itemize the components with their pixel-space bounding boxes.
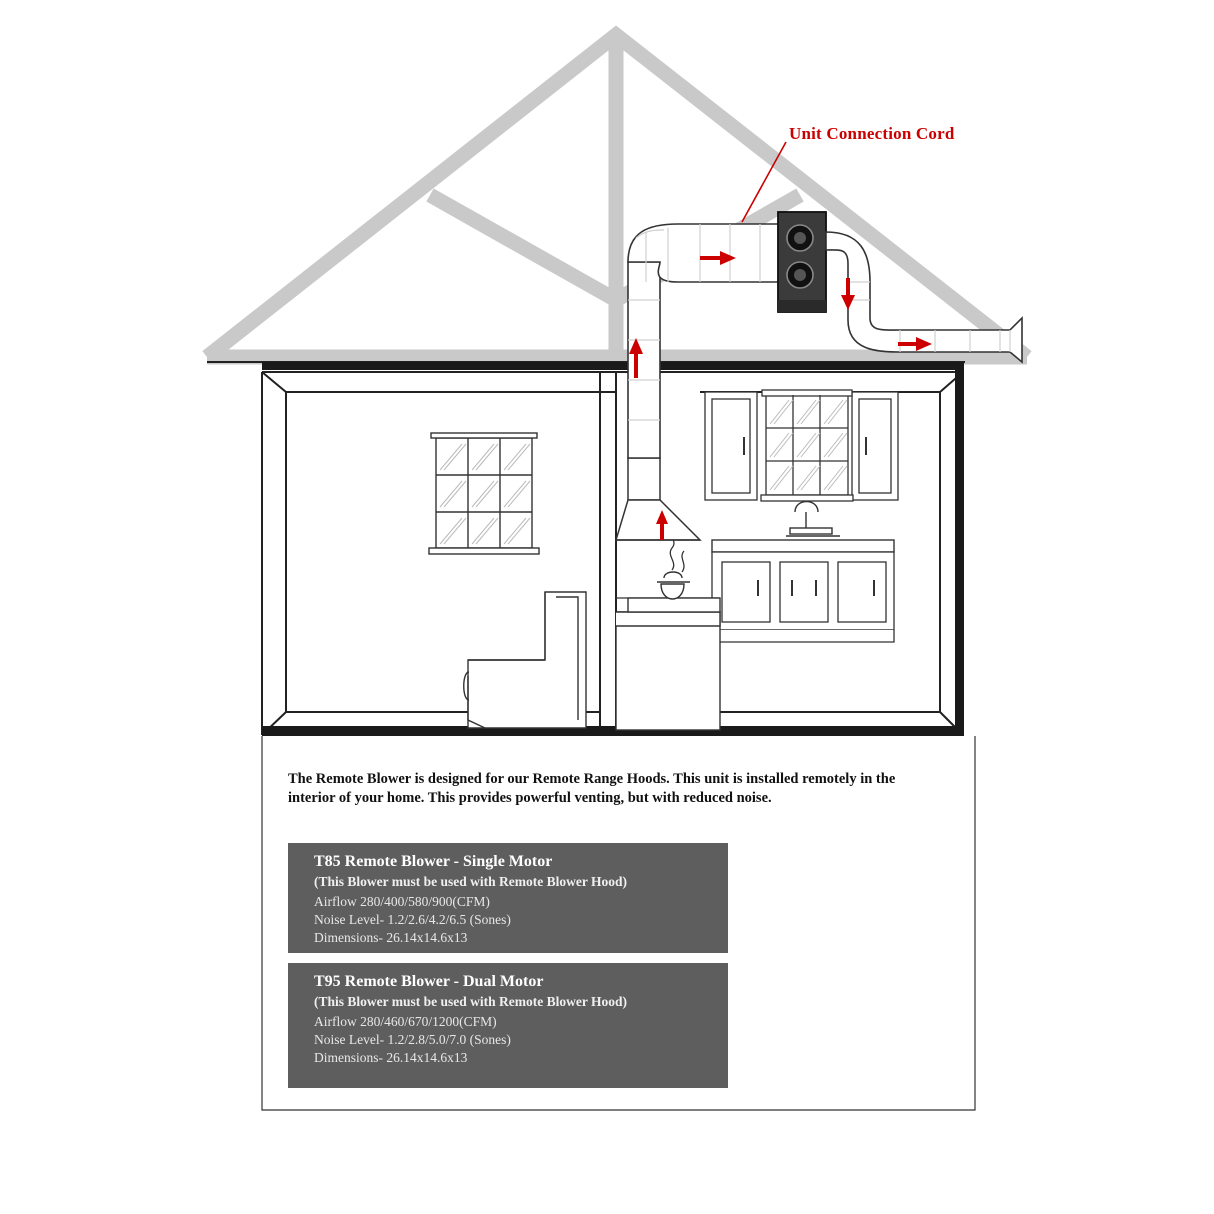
spec-card-t85 [288,843,728,953]
spec-noise: Noise Level- 1.2/2.8/5.0/7.0 (Sones) [314,1032,511,1047]
spec-dimensions: Dimensions- 26.14x14.6x13 [314,1050,468,1065]
kitchen-window [761,390,853,501]
spec-subtitle: (This Blower must be used with Remote Blower Hood) [314,874,627,889]
kitchen-lower-cabinets [712,552,894,642]
spec-dimensions: Dimensions- 26.14x14.6x13 [314,930,468,945]
description-text: The Remote Blower is designed for our Remote Range Hoods. This unit is installed remotely in the interior of your home. This provides powerful venting, but with reduced noise. [288,771,896,806]
kitchen-sink [712,502,894,553]
spec-card-t95 [288,963,728,1088]
spec-title: T95 Remote Blower - Dual Motor [314,973,544,990]
unit-connection-cord-label: Unit Connection Cord [789,124,955,143]
cooktop-range [616,598,720,730]
spec-subtitle: (This Blower must be used with Remote Blower Hood) [314,994,627,1009]
remote-blower-unit [778,212,826,312]
sofa [464,592,586,728]
spec-noise: Noise Level- 1.2/2.6/4.2/6.5 (Sones) [314,912,511,927]
spec-title: T85 Remote Blower - Single Motor [314,853,553,870]
range-hood [616,458,700,540]
living-room-window [429,433,539,554]
spec-airflow: Airflow 280/460/670/1200(CFM) [314,1014,497,1029]
duct-vertical-riser [628,262,660,458]
spec-airflow: Airflow 280/400/580/900(CFM) [314,894,490,909]
roof-truss [207,35,1027,357]
